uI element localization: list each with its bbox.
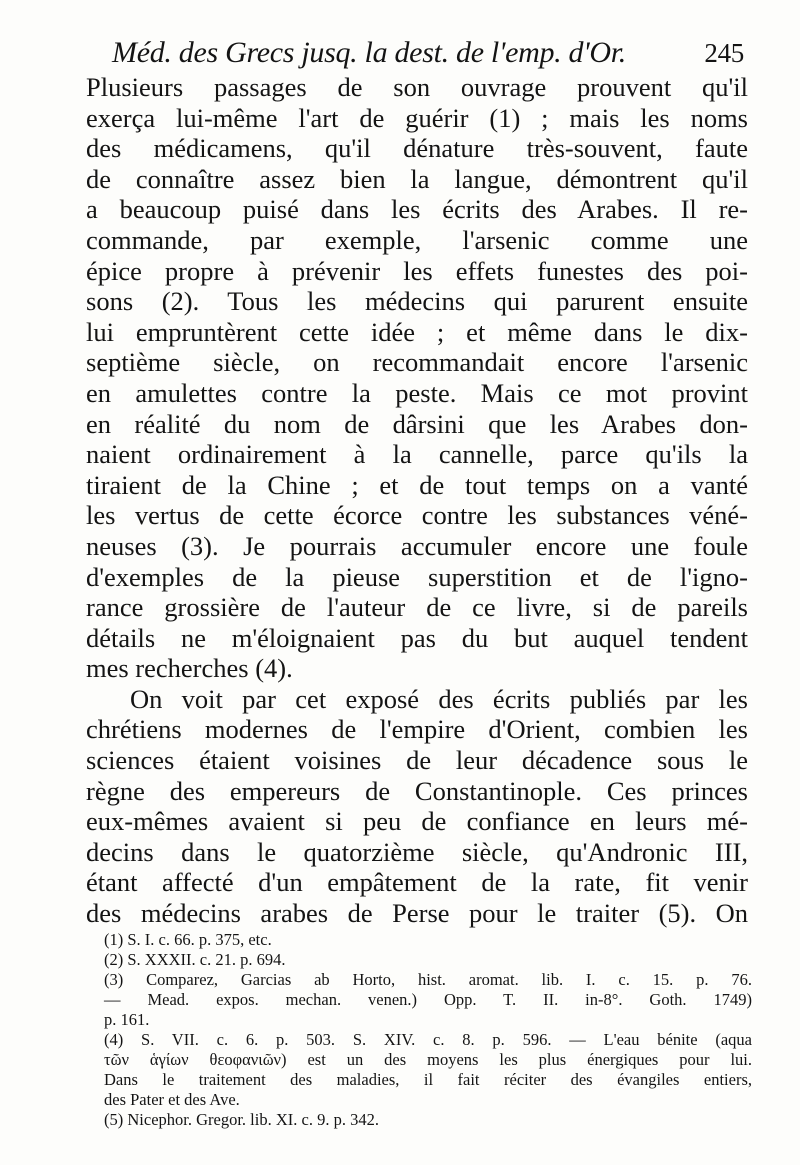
- footnote-line: Dans le traitement des maladies, il fait réciter des évangiles entiers,: [104, 1070, 752, 1089]
- text-line: étant affecté d'un empâtement de la rate, fit venir: [86, 867, 748, 898]
- text-line: rance grossière de l'auteur de ce livre, si de pareils: [86, 592, 748, 623]
- footnote-line: des Pater et des Ave.: [104, 1090, 240, 1109]
- text-line: neuses (3). Je pourrais accumuler encore une foule: [86, 530, 748, 561]
- text-line: les vertus de cette écorce contre les substances véné-: [86, 500, 748, 531]
- text-line: a beaucoup puisé dans les écrits des Arabes. Il re-: [86, 194, 748, 225]
- text-line: lui empruntèrent cette idée ; et même dans le dix-: [86, 316, 748, 347]
- running-head-title: Méd. des Grecs jusq. la dest. de l'emp. d'Or.: [112, 36, 626, 69]
- text-line: règne des empereurs de Constantinople. Ces princes: [86, 775, 748, 806]
- footnote-line: — Mead. expos. mechan. venen.) Opp. T. II. in-8°. Goth. 1749): [104, 990, 752, 1009]
- text-line: mes recherches (4).: [86, 653, 293, 684]
- text-line: tiraient de la Chine ; et de tout temps on a vanté: [86, 469, 748, 500]
- footnote-line: p. 161.: [104, 1010, 150, 1029]
- text-line: Plusieurs passages de son ouvrage prouvent qu'il: [86, 72, 748, 102]
- text-line: exerça lui-même l'art de guérir (1) ; mais les noms: [86, 102, 748, 133]
- footnote-line: (5) Nicephor. Gregor. lib. XI. c. 9. p. 342.: [104, 1110, 379, 1129]
- text-line: détails ne m'éloignaient pas du but auquel tendent: [86, 622, 748, 653]
- text-line: eux-mêmes avaient si peu de confiance en leurs mé-: [86, 806, 748, 837]
- text-line: de connaître assez bien la langue, démontrent qu'il: [86, 163, 748, 194]
- text-line: On voit par cet exposé des écrits publiés par les: [130, 683, 748, 714]
- text-line: épice propre à prévenir les effets funestes des poi-: [86, 255, 748, 286]
- page-number: 245: [704, 38, 744, 68]
- text-line: chrétiens modernes de l'empire d'Orient, combien les: [86, 714, 748, 745]
- footnote-line: (1) S. I. c. 66. p. 375, etc.: [104, 930, 272, 949]
- footnote-line: (3) Comparez, Garcias ab Horto, hist. aromat. lib. I. c. 15. p. 76.: [104, 970, 752, 989]
- text-line: decins dans le quatorzième siècle, qu'Andronic III,: [86, 836, 748, 867]
- footnotes: [104, 930, 752, 1130]
- running-head: [112, 36, 744, 70]
- text-line: d'exemples de la pieuse superstition et de l'igno-: [86, 561, 748, 592]
- text-line: des médecins arabes de Perse pour le traiter (5). On: [86, 898, 748, 929]
- footnote-line: τῶν ἁγίων θεοφανιῶν) est un des moyens les plus énergiques pour lui.: [104, 1050, 752, 1069]
- footnote-line: (2) S. XXXII. c. 21. p. 694.: [104, 950, 286, 969]
- text-line: sciences étaient voisines de leur décadence sous le: [86, 745, 748, 776]
- text-line: en amulettes contre la peste. Mais ce mot provint: [86, 377, 748, 408]
- text-line: des médicamens, qu'il dénature très-souvent, faute: [86, 133, 748, 164]
- text-line: commande, par exemple, l'arsenic comme une: [86, 224, 748, 255]
- footnote-line: (4) S. VII. c. 6. p. 503. S. XIV. c. 8. p. 596. — L'eau bénite (aqua: [104, 1030, 752, 1049]
- body-text: [86, 72, 748, 929]
- text-line: en réalité du nom de dârsini que les Arabes don-: [86, 408, 748, 439]
- text-line: sons (2). Tous les médecins qui parurent ensuite: [86, 286, 748, 317]
- text-line: septième siècle, on recommandait encore l'arsenic: [86, 347, 748, 378]
- text-line: naient ordinairement à la cannelle, parce qu'ils la: [86, 439, 748, 470]
